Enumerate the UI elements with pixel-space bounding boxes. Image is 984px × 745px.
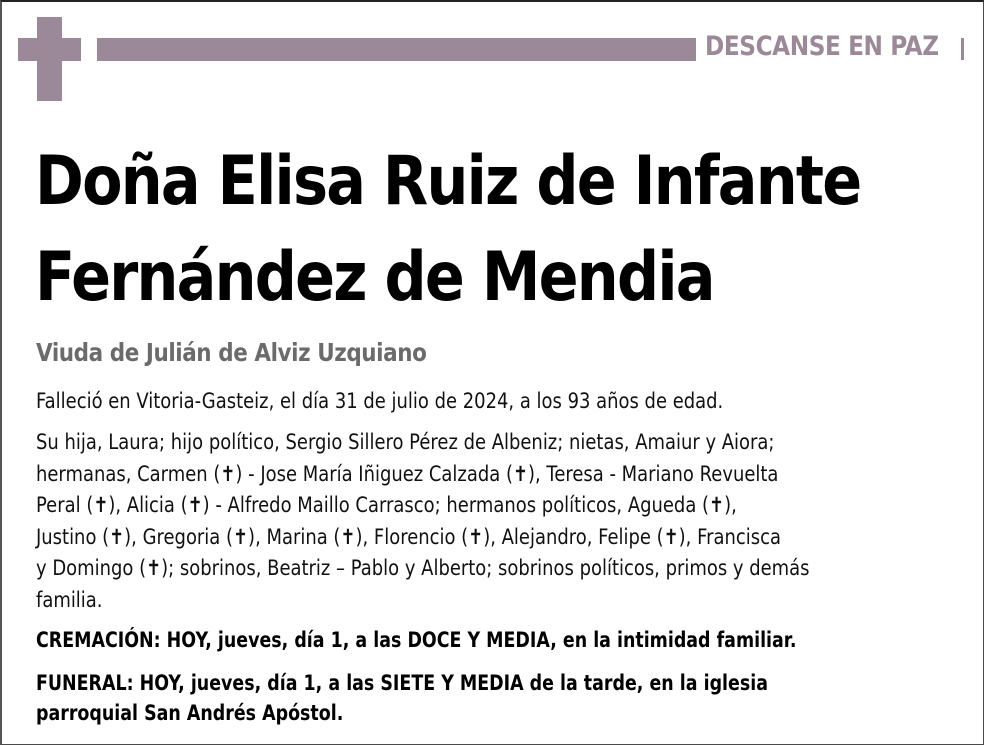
family-line: familia.	[36, 587, 103, 612]
family-list	[36, 427, 968, 616]
header-end-bar	[961, 38, 964, 60]
death-notice: Falleció en Vitoria-Gasteiz, el día 31 de julio de 2024, a los 93 años de edad.	[36, 389, 724, 413]
name-line-2: Fernández de Mendia	[35, 238, 714, 317]
name-line-1: Doña Elisa Ruiz de Infante	[35, 142, 861, 221]
funeral-line-2: parroquial San Andrés Apóstol.	[36, 701, 344, 725]
cross-icon-arm	[18, 38, 81, 61]
cremation-notice: CREMACIÓN: HOY, jueves, día 1, a las DOCE Y MEDIA, en la intimidad familiar.	[36, 628, 797, 652]
funeral-notice	[36, 668, 768, 728]
deceased-name	[35, 134, 860, 326]
rest-in-peace-label: DESCANSE EN PAZ	[705, 31, 939, 62]
widow-of-subtitle: Viuda de Julián de Alviz Uzquiano	[36, 338, 427, 367]
family-line: Su hija, Laura; hijo político, Sergio Sillero Pérez de Albeniz; nietas, Amaiur y Aiora;	[36, 430, 775, 454]
family-line: Peral (✝), Alicia (✝) - Alfredo Maillo Carrasco; hermanos políticos, Agueda (✝),	[36, 493, 737, 517]
funeral-line-1: FUNERAL: HOY, jueves, día 1, a las SIETE Y MEDIA de la tarde, en la iglesia	[36, 671, 768, 695]
header-rule	[97, 38, 696, 61]
family-line: hermanas, Carmen (✝) - Jose María Iñiguez Calzada (✝), Teresa - Mariano Revuelta	[36, 461, 779, 486]
family-line: y Domingo (✝); sobrinos, Beatriz – Pablo y Alberto; sobrinos políticos, primos y demás	[36, 556, 810, 580]
family-line: Justino (✝), Gregoria (✝), Marina (✝), Florencio (✝), Alejandro, Felipe (✝), Francisca	[36, 524, 781, 549]
